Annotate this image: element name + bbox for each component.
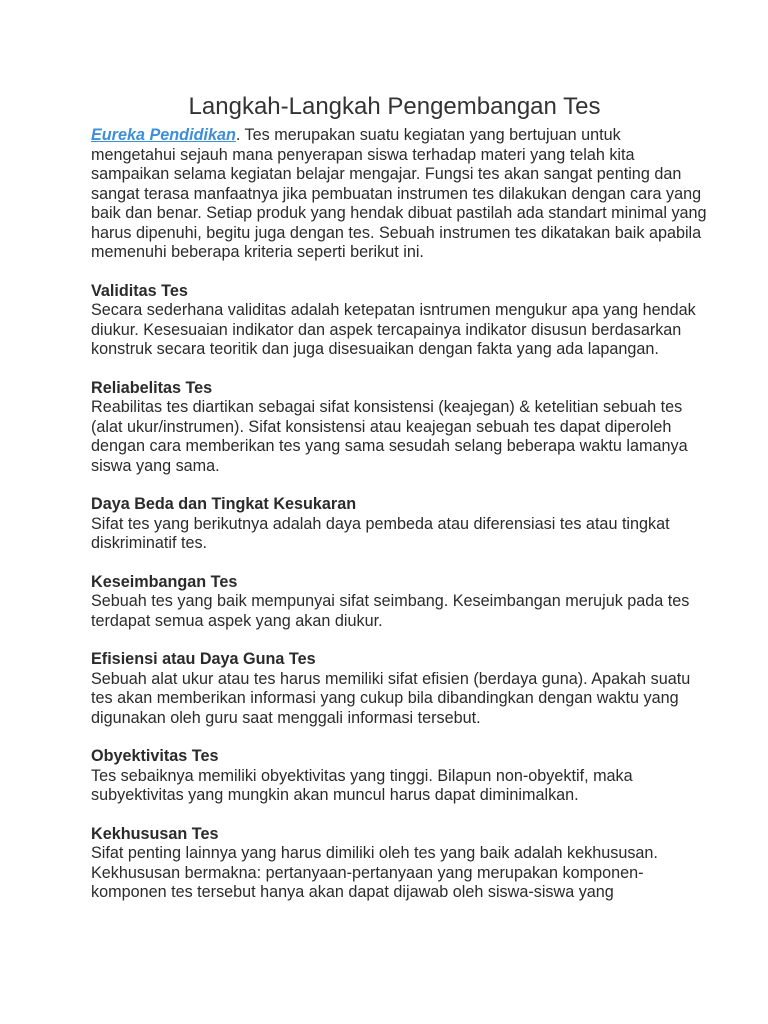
section-kekhususan	[91, 825, 708, 903]
section-reliabelitas	[91, 379, 708, 477]
section-heading: Efisiensi atau Daya Guna Tes	[91, 650, 316, 668]
section-keseimbangan	[91, 573, 708, 632]
section-heading: Validitas Tes	[91, 281, 188, 300]
section-body: Reabilitas tes diartikan sebagai sifat konsistensi (keajegan) & ketelitian sebuah tes (alat ukur/instrumen). Sifat konsistensi atau keajegan sebuah tes dapat diperoleh dengan cara memberikan tes yang sama sesudah selang beberapa waktu lamanya siswa yang sama.	[91, 398, 688, 475]
section-body: Sifat tes yang berikutnya adalah daya pembeda atau diferensiasi tes atau tingkat diskriminatif tes.	[91, 514, 670, 552]
intro-text: . Tes merupakan suatu kegiatan yang bertujuan untuk mengetahui sejauh mana penyerapan siswa terhadap materi yang telah kita sampaikan selama kegiatan belajar mengajar. Fungsi tes akan sangat penting dan sangat terasa manfaatnya jika pembuatan instrumen tes dilakukan dengan cara yang baik dan benar. Setiap produk yang hendak dibuat pastilah ada standart minimal yang harus dipenuhi, begitu juga dengan tes. Sebuah instrumen tes dikatakan baik apabila memenuhi beberapa kriteria seperti berikut ini.	[91, 126, 707, 261]
section-heading: Reliabelitas Tes	[91, 378, 213, 397]
section-body: Sebuah tes yang baik mempunyai sifat seimbang. Keseimbangan merujuk pada tes terdapat semua aspek yang akan diukur.	[91, 592, 690, 630]
section-efisiensi	[91, 650, 708, 728]
section-heading: Keseimbangan Tes	[91, 572, 238, 591]
section-heading: Obyektivitas Tes	[91, 747, 219, 765]
section-obyektivitas	[91, 747, 708, 806]
section-body: Secara sederhana validitas adalah ketepatan isntrumen mengukur apa yang hendak diukur. Kesesuaian indikator dan aspek tercapainya indikator disusun berdasarkan konstruk secara teoritik dan juga disesuaikan dengan fakta yang ada lapangan.	[91, 301, 696, 358]
section-body: Tes sebaiknya memiliki obyektivitas yang tinggi. Bilapun non-obyektif, maka subyektivitas yang mungkin akan muncul harus dapat diminimalkan.	[91, 766, 633, 804]
section-body: Sebuah alat ukur atau tes harus memiliki sifat efisien (berdaya guna). Apakah suatu tes akan memberikan informasi yang cukup bila dibandingkan dengan waktu yang digunakan oleh guru saat menggali informasi tersebut.	[91, 669, 691, 727]
intro-paragraph	[91, 126, 708, 263]
section-validitas	[91, 282, 708, 360]
page-title: Langkah-Langkah Pengembangan Tes	[188, 93, 601, 120]
section-daya-beda	[91, 495, 708, 554]
section-heading: Kekhususan Tes	[91, 824, 219, 843]
section-heading: Daya Beda dan Tingkat Kesukaran	[91, 495, 357, 513]
section-body: Sifat penting lainnya yang harus dimiliki oleh tes yang baik adalah kekhususan. Kekhususan bermakna: pertanyaan-pertanyaan yang merupakan komponen-komponen tes tersebut hanya akan dapat dijawab oleh siswa-siswa yang	[91, 844, 658, 901]
source-link[interactable]: Eureka Pendidikan	[91, 126, 236, 144]
